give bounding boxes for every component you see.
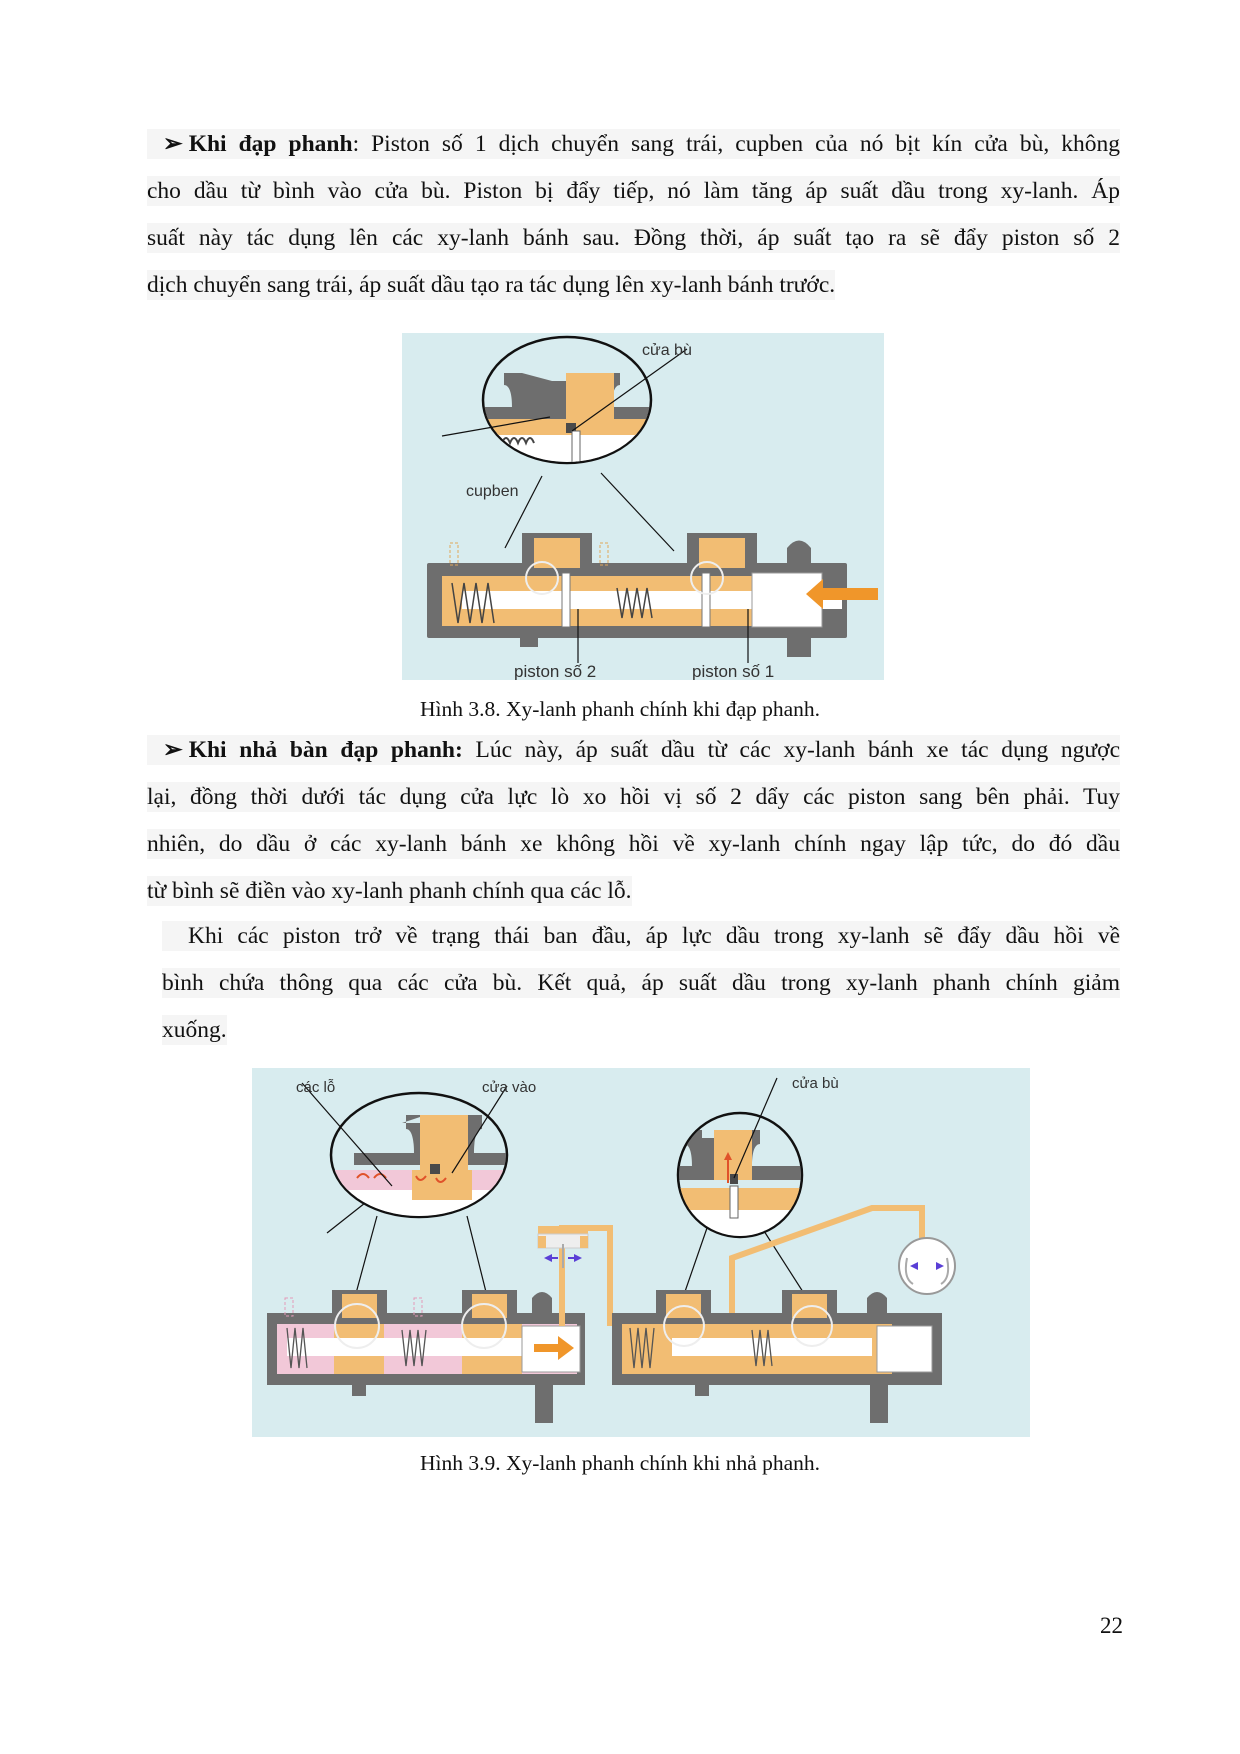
text-line: suất này tác dụng lên các xy-lanh bánh sau. Đồng thời, áp suất tạo ra sẽ đẩy piston số 2 [147,225,1120,251]
figure-3-8-master-cylinder-braking [402,333,884,680]
arrow-bullet-icon: ➢ [163,737,183,763]
figure-3-8-caption: Hình 3.8. Xy-lanh phanh chính khi đạp phanh. [419,697,821,721]
text-line: xuống. [162,1017,227,1043]
text-line: từ bình sẽ điền vào xy-lanh phanh chính qua các lỗ. [147,878,632,904]
figure-3-9-caption: Hình 3.9. Xy-lanh phanh chính khi nhả phanh. [419,1451,821,1475]
master-cylinder-release-diagram [252,1068,1030,1437]
section-heading: Khi đạp phanh [188,131,353,157]
label-cua-bu: cửa bù [642,342,692,359]
label-cupben: cupben [466,483,519,500]
label-piston-so-2: piston số 2 [514,662,597,680]
text-line: bình chứa thông qua các cửa bù. Kết quả, áp suất dầu trong xy-lanh phanh chính giảm [162,970,1120,996]
label-cac-lo: các lỗ [296,1079,336,1096]
paragraph-piston-tro-ve [162,913,1120,1054]
text-line: nhiên, do dầu ở các xy-lanh bánh xe không hồi về xy-lanh chính ngay lập tức, do đó dầu [147,831,1120,857]
text-line: Khi các piston trở về trạng thái ban đầu, áp lực dầu trong xy-lanh sẽ đẩy dầu hồi về [162,913,1120,960]
label-cua-bu-2: cửa bù [792,1075,839,1092]
paragraph-khi-nha-ban-dap-phanh [147,727,1120,915]
paragraph-khi-dap-phanh [147,121,1120,309]
label-piston-so-1: piston số 1 [692,662,775,680]
text-line: dịch chuyển sang trái, áp suất dầu tạo ra tác dụng lên xy-lanh bánh trước. [147,272,836,298]
text-line: ➢ Khi nhả bàn đạp phanh: Lúc này, áp suất dầu từ các xy-lanh bánh xe tác dụng ngược [147,727,1120,774]
figure-3-9-master-cylinder-releasing [252,1068,1030,1437]
arrow-bullet-icon: ➢ [163,131,183,157]
text-line: lại, đồng thời dưới tác dụng cửa lực lò xo hồi vị số 2 dẩy các piston sang bên phải. Tuy [147,784,1120,810]
text-line: cho dầu từ bình vào cửa bù. Piston bị đẩy tiếp, nó làm tăng áp suất dầu trong xy-lanh. Áp [147,178,1120,204]
label-cua-vao: cửa vào [482,1079,537,1096]
page-number: 22 [1100,1613,1123,1638]
section-heading: Khi nhả bàn đạp phanh: [188,737,463,763]
master-cylinder-diagram [402,333,884,680]
text-line: ➢ Khi đạp phanh: Piston số 1 dịch chuyển sang trái, cupben của nó bịt kín cửa bù, không [147,121,1120,168]
